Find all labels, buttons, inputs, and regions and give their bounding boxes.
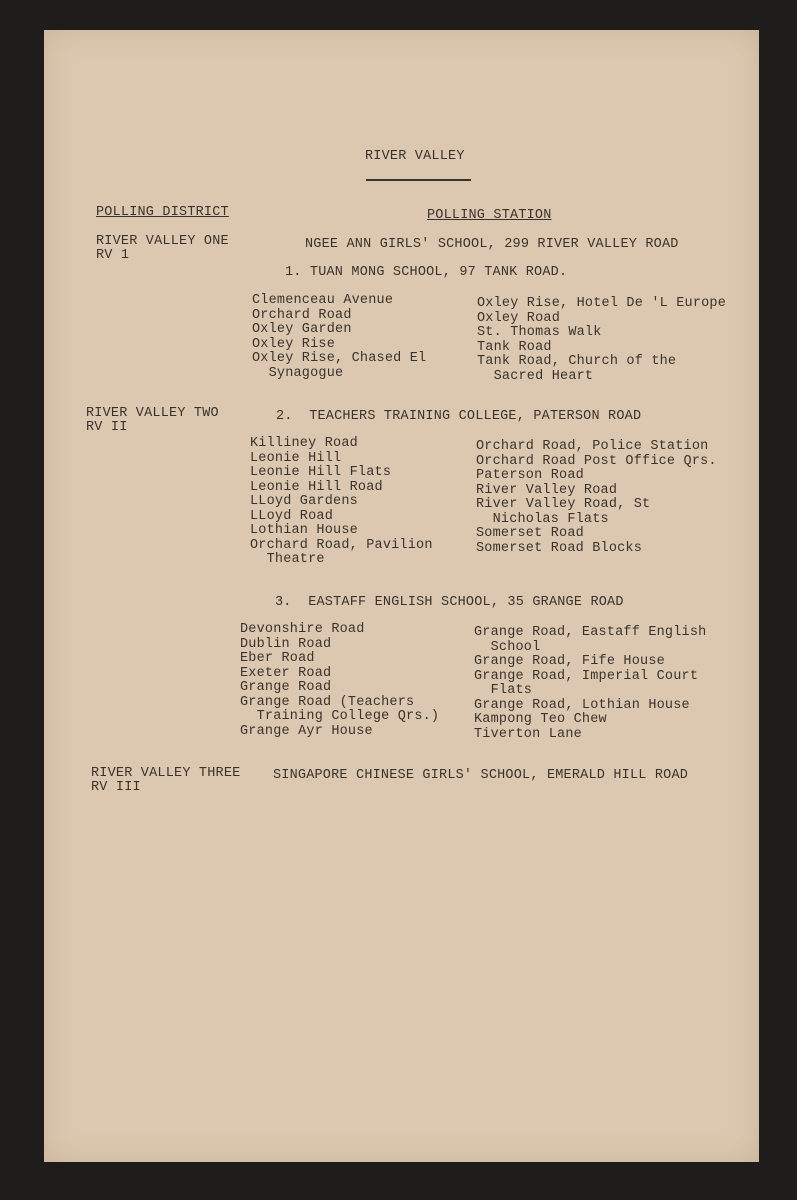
street-item: Clemenceau Avenue	[252, 293, 394, 308]
station-3-streets-right	[474, 626, 706, 742]
station-3-heading: 3. EASTAFF ENGLISH SCHOOL, 35 GRANGE ROAD	[275, 595, 624, 610]
street-item: Grange Ayr House	[240, 723, 373, 739]
document-page	[44, 30, 759, 1162]
street-item: Training College Qrs.)	[240, 709, 440, 724]
street-item: Grange Road, Fife House	[474, 654, 665, 669]
station-1-streets-right	[477, 297, 726, 384]
street-item: Grange Road, Eastaff English	[474, 625, 707, 640]
street-item: Oxley Rise, Chased El	[252, 351, 427, 366]
station-2-streets-left	[250, 437, 433, 568]
polling-station-header: POLLING STATION	[427, 208, 552, 223]
street-item: LLoyd Road	[250, 508, 334, 524]
polling-district-header: POLLING DISTRICT	[96, 205, 229, 220]
street-item: Orchard Road	[252, 307, 352, 323]
street-item: St. Thomas Walk	[477, 325, 602, 340]
district-two-code: RV II	[86, 420, 128, 435]
street-item: Exeter Road	[240, 665, 332, 681]
street-item: LLoyd Gardens	[250, 494, 358, 509]
street-item: Sacred Heart	[477, 368, 594, 384]
street-item: Somerset Road Blocks	[476, 540, 643, 556]
station-1-heading: 1. TUAN MONG SCHOOL, 97 TANK ROAD.	[285, 265, 568, 280]
street-item: Dublin Road	[240, 636, 332, 652]
district-three-code: RV III	[91, 780, 141, 795]
street-item: Leonie Hill	[250, 450, 342, 466]
district-one-station: NGEE ANN GIRLS' SCHOOL, 299 RIVER VALLEY ROAD	[305, 237, 679, 252]
street-item: Oxley Road	[477, 310, 561, 326]
street-item: Synagogue	[252, 365, 344, 381]
street-item: Grange Road, Imperial Court	[474, 668, 699, 684]
street-item: Flats	[474, 683, 533, 698]
street-item: River Valley Road, St	[476, 497, 651, 512]
street-item: River Valley Road	[476, 482, 618, 498]
street-item: Oxley Garden	[252, 322, 352, 337]
station-2-heading: 2. TEACHERS TRAINING COLLEGE, PATERSON ROAD	[276, 409, 642, 424]
street-item: Tiverton Lane	[474, 726, 582, 742]
street-item: Kampong Teo Chew	[474, 712, 607, 727]
street-item: Theatre	[250, 552, 325, 567]
street-item: Tank Road	[477, 339, 552, 355]
street-item: Orchard Road, Pavilion	[250, 537, 433, 553]
street-item: Oxley Rise, Hotel De 'L Europe	[477, 296, 727, 311]
street-item: Orchard Road, Police Station	[476, 439, 709, 454]
street-item: Tank Road, Church of the	[477, 354, 677, 369]
district-one-name: RIVER VALLEY ONE	[96, 234, 229, 249]
street-item: Orchard Road Post Office Qrs.	[476, 453, 717, 469]
station-2-streets-right	[476, 440, 717, 556]
street-item: Leonie Hill Flats	[250, 465, 392, 480]
street-item: Somerset Road	[476, 526, 584, 541]
station-3-streets-left	[240, 623, 439, 739]
street-item: Oxley Rise	[252, 336, 336, 352]
street-item: Eber Road	[240, 651, 315, 666]
street-item: Leonie Hill Road	[250, 479, 383, 495]
district-three-name: RIVER VALLEY THREE	[91, 766, 241, 781]
station-1-streets-left	[252, 294, 426, 381]
street-item: Grange Road (Teachers	[240, 694, 415, 710]
street-item: Lothian House	[250, 523, 358, 538]
street-item: Killiney Road	[250, 436, 358, 451]
street-item: Devonshire Road	[240, 622, 365, 637]
street-item: Paterson Road	[476, 468, 584, 483]
district-three-station: SINGAPORE CHINESE GIRLS' SCHOOL, EMERALD HILL ROAD	[273, 768, 689, 783]
title-underline	[366, 179, 471, 181]
street-item: School	[474, 639, 541, 655]
page-title: RIVER VALLEY	[365, 149, 465, 164]
street-item: Grange Road, Lothian House	[474, 697, 690, 713]
district-two-name: RIVER VALLEY TWO	[86, 406, 219, 421]
street-item: Nicholas Flats	[476, 511, 609, 527]
street-item: Grange Road	[240, 680, 332, 695]
district-one-code: RV 1	[96, 248, 130, 263]
